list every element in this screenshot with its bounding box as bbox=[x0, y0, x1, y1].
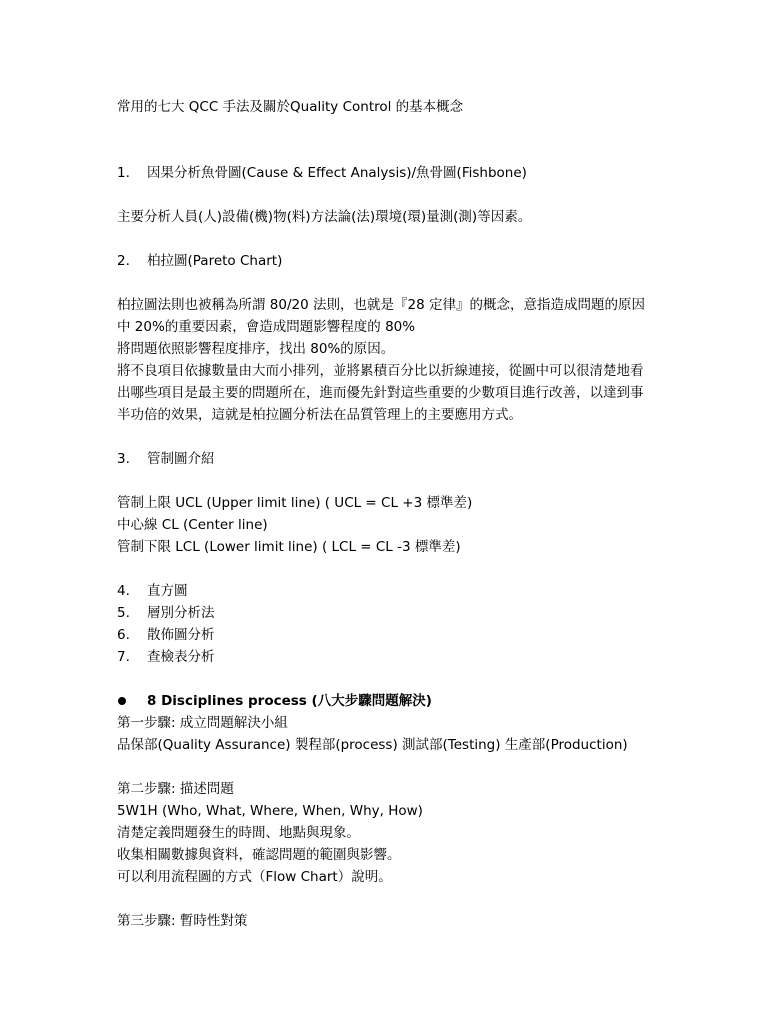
section-2-paragraph-1: 柏拉圖法則也被稱為所謂 80/20 法則，也就是『28 定律』的概念，意指造成問題的原因中 20%的重要因素，會造成問題影響程度的 80% bbox=[117, 297, 645, 335]
section-1-number: 1. bbox=[117, 165, 130, 181]
list-item-text: 層別分析法 bbox=[147, 605, 215, 621]
doc-title: 常用的七大 QCC 手法及關於Quality Control 的基本概念 bbox=[117, 99, 464, 115]
step-2-title: 第二步驟: 描述問題 bbox=[117, 781, 234, 797]
section-2-title: 柏拉圖(Pareto Chart) bbox=[147, 253, 283, 269]
bullet-dot-icon bbox=[117, 690, 147, 712]
ucl-line: 管制上限 UCL (Upper limit line) ( UCL = CL +3 標準差) bbox=[117, 495, 473, 511]
list-item-text: 散佈圖分析 bbox=[147, 627, 215, 643]
list-item bbox=[117, 602, 649, 624]
document-page bbox=[117, 96, 649, 932]
section-2-paragraph-3: 將不良項目依據數量由大而小排列，並將累積百分比以折線連接，從圖中可以很清楚地看出哪些項目是最主要的問題所在，進而優先針對這些重要的少數項目進行改善，以達到事半功倍的效果，這就是柏拉圖分析法在品質管理上的主要應用方式。 bbox=[117, 363, 644, 423]
lcl-line: 管制下限 LCL (Lower limit line) ( LCL = CL -3 標準差) bbox=[117, 539, 461, 555]
list-item-text: 查檢表分析 bbox=[147, 649, 215, 665]
step-2-line-2: 清楚定義問題發生的時間、地點與現象。 bbox=[117, 825, 360, 841]
step-1-title: 第一步驟: 成立問題解決小組 bbox=[117, 715, 288, 731]
section-1-heading bbox=[117, 162, 649, 184]
step-1-body: 品保部(Quality Assurance) 製程部(process) 測試部(Testing) 生產部(Production) bbox=[117, 737, 628, 753]
step-3-title: 第三步驟: 暫時性對策 bbox=[117, 913, 248, 929]
section-2-paragraph-2: 將問題依照影響程度排序，找出 80%的原因。 bbox=[117, 341, 395, 357]
step-2-line-4: 可以利用流程圖的方式（Flow Chart）說明。 bbox=[117, 869, 392, 885]
8d-bullet-heading bbox=[117, 690, 649, 712]
cl-line: 中心線 CL (Center line) bbox=[117, 517, 268, 533]
step-2-5w1h: 5W1H (Who, What, Where, When, Why, How) bbox=[117, 803, 423, 819]
section-1-title: 因果分析魚骨圖(Cause & Effect Analysis)/魚骨圖(Fishbone) bbox=[147, 165, 527, 181]
section-3-title: 管制圖介紹 bbox=[147, 451, 215, 467]
section-2-number: 2. bbox=[117, 253, 130, 269]
list-item bbox=[117, 624, 649, 646]
step-2-line-3: 收集相關數據與資料，確認問題的範圍與影響。 bbox=[117, 847, 401, 863]
section-1-body: 主要分析人員(人)設備(機)物(料)方法論(法)環境(環)量測(測)等因素。 bbox=[117, 209, 532, 225]
list-item-number: 5. bbox=[117, 605, 130, 621]
8d-bullet-title: 8 Disciplines process (八大步驟問題解決) bbox=[147, 693, 432, 709]
list-item-number: 4. bbox=[117, 583, 130, 599]
list-item bbox=[117, 646, 649, 668]
section-2-heading bbox=[117, 250, 649, 272]
section-3-number: 3. bbox=[117, 451, 130, 467]
list-item-number: 7. bbox=[117, 649, 130, 665]
section-3-heading bbox=[117, 448, 649, 470]
list-item-text: 直方圖 bbox=[147, 583, 188, 599]
list-item bbox=[117, 580, 649, 602]
list-item-number: 6. bbox=[117, 627, 130, 643]
